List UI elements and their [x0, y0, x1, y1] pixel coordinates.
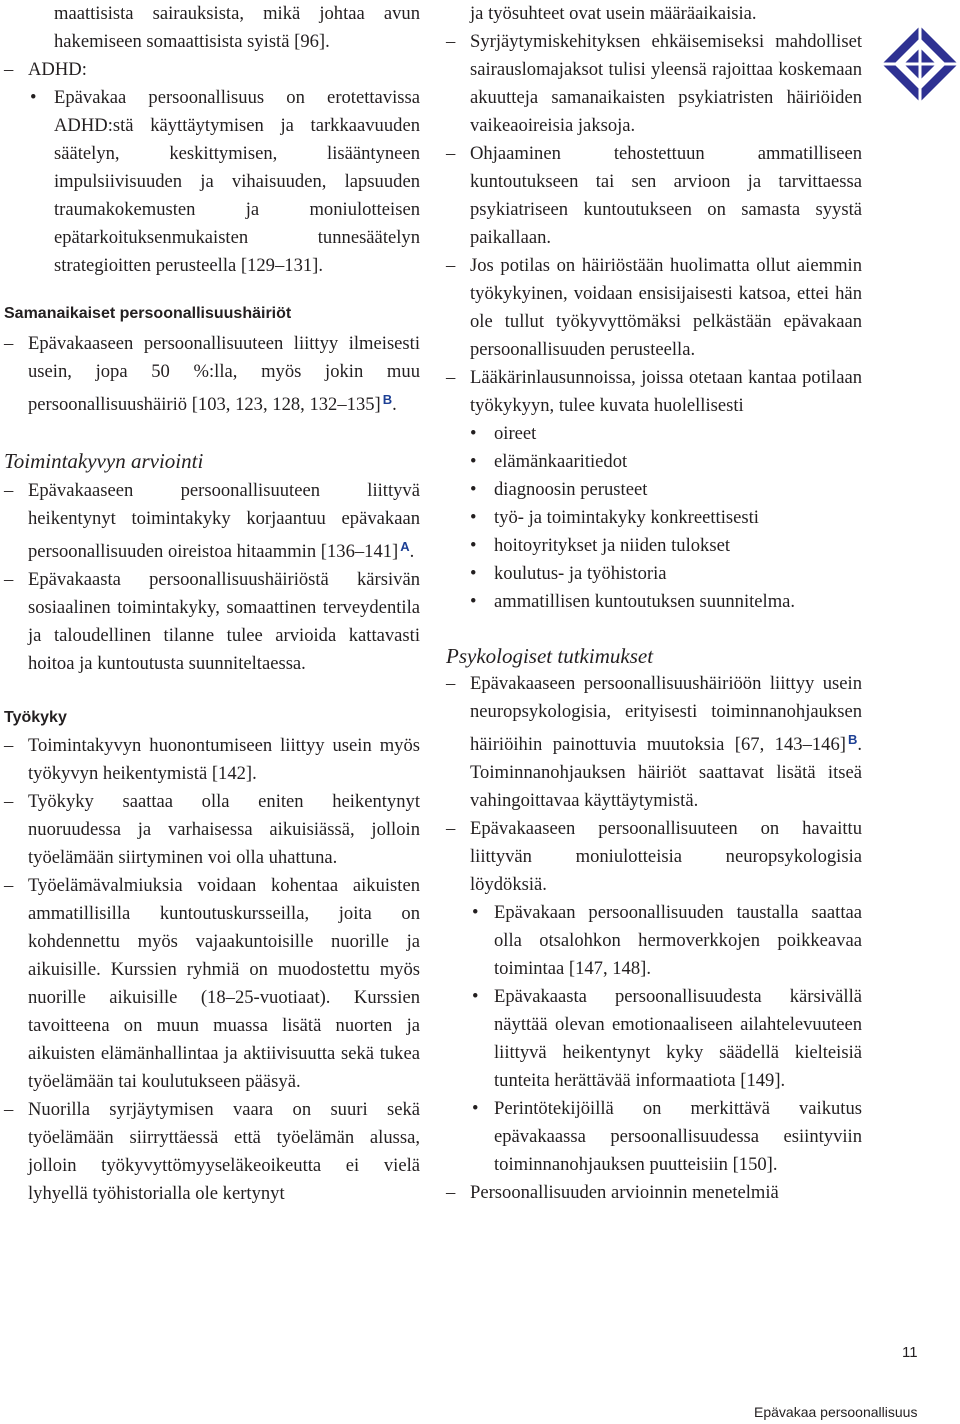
heading-tyokyky: Työkyky	[4, 709, 67, 726]
list-item: • työ- ja toimintakyky konkreettisesti	[470, 507, 759, 528]
left-column	[4, 0, 420, 1208]
tyokyky-item-4: – Nuorilla syrjäytymisen vaara on suuri sekä työelämään siirryttäessä että työelämän alussa, jolloin työkyvyttömyyseläkeoikeutta ei vielä lyhyellä työhistorialla ole kertynyt	[4, 1099, 420, 1204]
heading-samanaikaiset: Samanaikaiset persoonallisuushäiriöt	[4, 305, 292, 322]
psykologiset-bullet-2: • Epävakaasta persoonallisuudesta kärsivällä näyttää olevan emotionaaliseen ailahtelevuuteen liittyvä heikentynyt kyky säädellä kielteisiä tunteita herättävää informaatiota [149].	[472, 986, 862, 1091]
list-item: • elämänkaaritiedot	[470, 451, 628, 472]
logo-diamond-icon	[880, 24, 960, 104]
list-item: • koulutus- ja työhistoria	[470, 563, 667, 584]
adhd-label: ADHD:	[28, 59, 87, 80]
left-continuation: maattisista sairauksista, mikä johtaa avun hakemiseen somaattisista syistä [96].	[54, 3, 420, 52]
right-continuation: ja työsuhteet ovat usein määräaikaisia.	[470, 3, 757, 24]
heading-psykologiset: Psykologiset tutkimukset	[446, 644, 654, 668]
right-column	[446, 0, 862, 1207]
list-item: • ammatillisen kuntoutuksen suunnitelma.	[470, 591, 796, 612]
psykologiset-item-3: – Persoonallisuuden arvioinnin menetelmiä	[446, 1182, 779, 1203]
psykologiset-item-1: – Epävakaaseen persoonallisuushäiriöön liittyy usein neuropsykologisia, erityisesti toiminnanohjauksen häiriöihin painottuvia muutoksia [67, 143–146] $^B$. Toiminnanohjauksen häiriöt saattavat lisätä itseä vahingoittavaa käyttäytymistä.	[446, 673, 862, 811]
adhd-bullet: • Epävakaa persoonallisuus on erotettavissa ADHD:stä käyttäytymisen ja tarkkaavuuden säätelyn, keskittymisen, lisääntyneen impulsiivisuuden ja vihaisuuden, lapsuuden traumakokemusten ja moniulotteisen epätarkoituksenmukaisten tunnesäätelyn strategioitten perusteella [129–131].	[30, 87, 420, 276]
right-item-4: – Lääkärinlausunnoissa, joissa otetaan kantaa potilaan työkykyyn, tulee kuvata huolellisesti	[446, 367, 862, 416]
page-number: 11	[902, 1344, 918, 1361]
toimintakyky-item-1: – Epävakaaseen persoonallisuuteen liittyvä heikentynyt toimintakyky korjaantuu epävakaan persoonallisuuden oireistoa hitaammin [136–141] $^A$.	[4, 480, 420, 562]
tyokyky-item-2: – Työkyky saattaa olla eniten heikentynyt nuoruudessa ja varhaisessa aikuisiässä, jolloin työelämään siirtyminen voi olla uhattuna.	[4, 791, 420, 868]
adhd-item: – ADHD:	[4, 59, 87, 80]
psykologiset-item-2: – Epävakaaseen persoonallisuuteen on havaittu liittyvän moniulotteisia neuropsykologisia löydöksiä.	[446, 818, 862, 895]
list-item: • oireet	[470, 423, 537, 444]
heading-toimintakyky: Toimintakyvyn arviointi	[4, 449, 204, 473]
toimintakyky-item-2: – Epävakaasta persoonallisuushäiriöstä kärsivän sosiaalinen toimintakyky, somaattinen terveydentila ja taloudellinen tilanne tulee arvioida kattavasti hoitoa ja kuntoutusta suunniteltaessa.	[4, 569, 420, 674]
evidence-grade: B	[382, 392, 393, 407]
samanaikaiset-item: – Epävakaaseen persoonallisuuteen liittyy ilmeisesti usein, jopa 50 %:lla, myös jokin muu persoonallisuushäiriö [103, 123, 128, 132–135] $^B$.	[4, 333, 420, 415]
psykologiset-bullet-1: • Epävakaan persoonallisuuden taustalla saattaa olla otsalohkon hermoverkkojen poikkeavaa toimintaa [147, 148].	[472, 902, 862, 979]
list-item: • diagnoosin perusteet	[470, 479, 648, 500]
psykologiset-bullet-3: • Perintötekijöillä on merkittävä vaikutus epävakaassa persoonallisuudessa esiintyviin toiminnanohjauksen puutteisiin [150].	[472, 1098, 862, 1175]
right-item-3: – Jos potilas on häiriöstään huolimatta ollut aiemmin työkykyinen, voidaan ensisijaisesti katsoa, ettei hän ole tullut työkyvyttömäksi pelkästään epävakaan persoonallisuuden perusteella.	[446, 255, 862, 360]
tyokyky-item-3: – Työelämävalmiuksia voidaan kohentaa aikuisten ammatillisilla kuntoutuskursseilla, joita on kohdennettu myös vajaakuntoisille nuorille ja aikuisille. Kurssien ryhmiä on muodostettu myös nuorille aikuisille (18–25-vuotiaat). Kurssien tavoitteena on muun muassa lisätä nuorten ja aikuisten elämänhallintaa ja aktiivisuutta sekä tukea työelämään tai koulutukseen pääsyä.	[4, 875, 420, 1092]
tyokyky-item-1: – Toimintakyvyn huonontumiseen liittyy usein myös työkyvyn heikentymistä [142].	[4, 735, 420, 784]
evidence-grade: A	[400, 539, 410, 554]
list-item: • hoitoyritykset ja niiden tulokset	[470, 535, 731, 556]
lausunto-bullet-list	[446, 420, 862, 616]
evidence-grade: B	[847, 732, 858, 747]
right-item-1: – Syrjäytymiskehityksen ehkäisemiseksi mahdolliset sairauslomajaksot tulisi yleensä rajoittaa koskemaan akuutteja samanaikaisten psykiatristen häiriöiden vaikeaoireisia jaksoja.	[446, 31, 862, 136]
right-item-2: – Ohjaaminen tehostettuun ammatilliseen kuntoutukseen tai sen arvioon ja tarvittaessa psykiatriseen kuntoutukseen on samasta syystä paikallaan.	[446, 143, 862, 248]
running-footer: Epävakaa persoonallisuus	[754, 1404, 918, 1420]
